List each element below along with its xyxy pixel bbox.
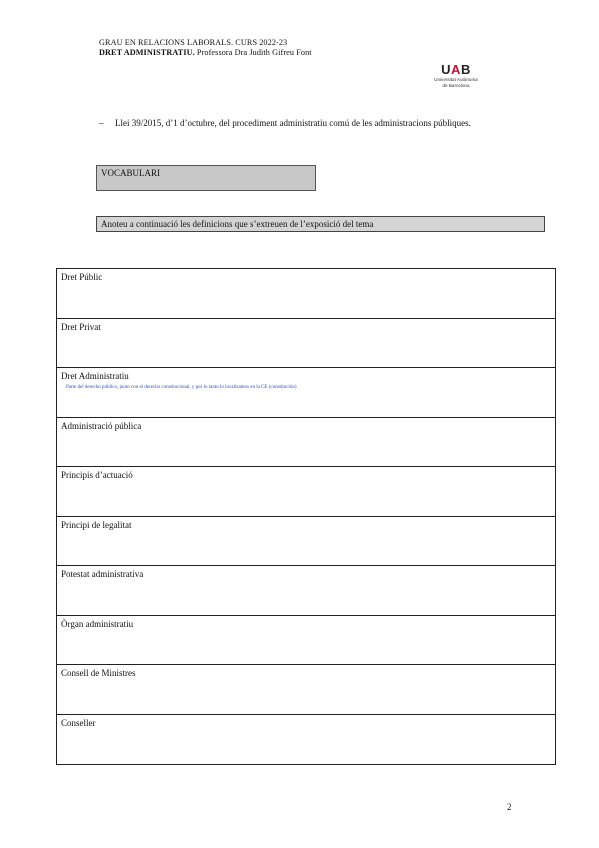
definition-row[interactable] (57, 368, 555, 418)
uab-logo-name: Universitat Autònoma (434, 77, 478, 82)
header-course-line: GRAU EN RELACIONS LABORALS. CURS 2022-23 (99, 38, 288, 47)
header-subject: DRET ADMINISTRATIU. (99, 48, 195, 57)
uab-logo (424, 62, 488, 88)
definition-label: Principi de legalitat (61, 519, 132, 530)
document-header (99, 38, 312, 58)
definition-row[interactable] (57, 566, 555, 616)
bullet-text: Llei 39/2015, d’1 d’octubre, del procediment administratiu comú de les administracions públiques. (115, 118, 471, 128)
definition-label: Dret Públic (61, 272, 103, 282)
page-number: 2 (507, 802, 512, 812)
definition-row[interactable] (57, 616, 555, 666)
definition-label: Potestat administrativa (61, 569, 144, 579)
definition-label: Administració pública (61, 420, 142, 431)
bullet-dash: – (99, 118, 104, 128)
uab-logo-mark: UAB (441, 62, 471, 77)
definition-note: Parte del derecho público, junto con el derecho constitucional, y por lo tanto lo localizamos en la CE (constitución) (66, 385, 297, 390)
definitions-table (56, 268, 556, 765)
definition-label: Dret Administratiu (61, 371, 129, 381)
legislation-bullet (99, 118, 545, 130)
definition-row[interactable] (57, 715, 555, 765)
instruction-box: Anoteu a continuació les definicions que s’extreuen de l’exposició del tema (96, 216, 545, 232)
header-subject-line (99, 48, 312, 58)
definition-label: Dret Privat (61, 321, 101, 332)
header-professor: Professora Dra Judith Gifreu Font (194, 48, 312, 57)
vocabulari-heading-box: VOCABULARI (96, 165, 316, 191)
definition-row[interactable] (57, 517, 555, 567)
definition-label: Principis d’actuació (61, 470, 133, 480)
definition-row[interactable] (57, 269, 555, 319)
definition-row[interactable] (57, 319, 555, 369)
definition-row[interactable] (57, 665, 555, 715)
definition-label: Òrgan administratiu (61, 618, 134, 629)
uab-logo-city: de Barcelona (442, 82, 470, 88)
definition-row[interactable] (57, 418, 555, 468)
definition-label: Consell de Ministres (61, 668, 136, 678)
definition-row[interactable] (57, 467, 555, 517)
definition-label: Conseller (61, 717, 96, 728)
